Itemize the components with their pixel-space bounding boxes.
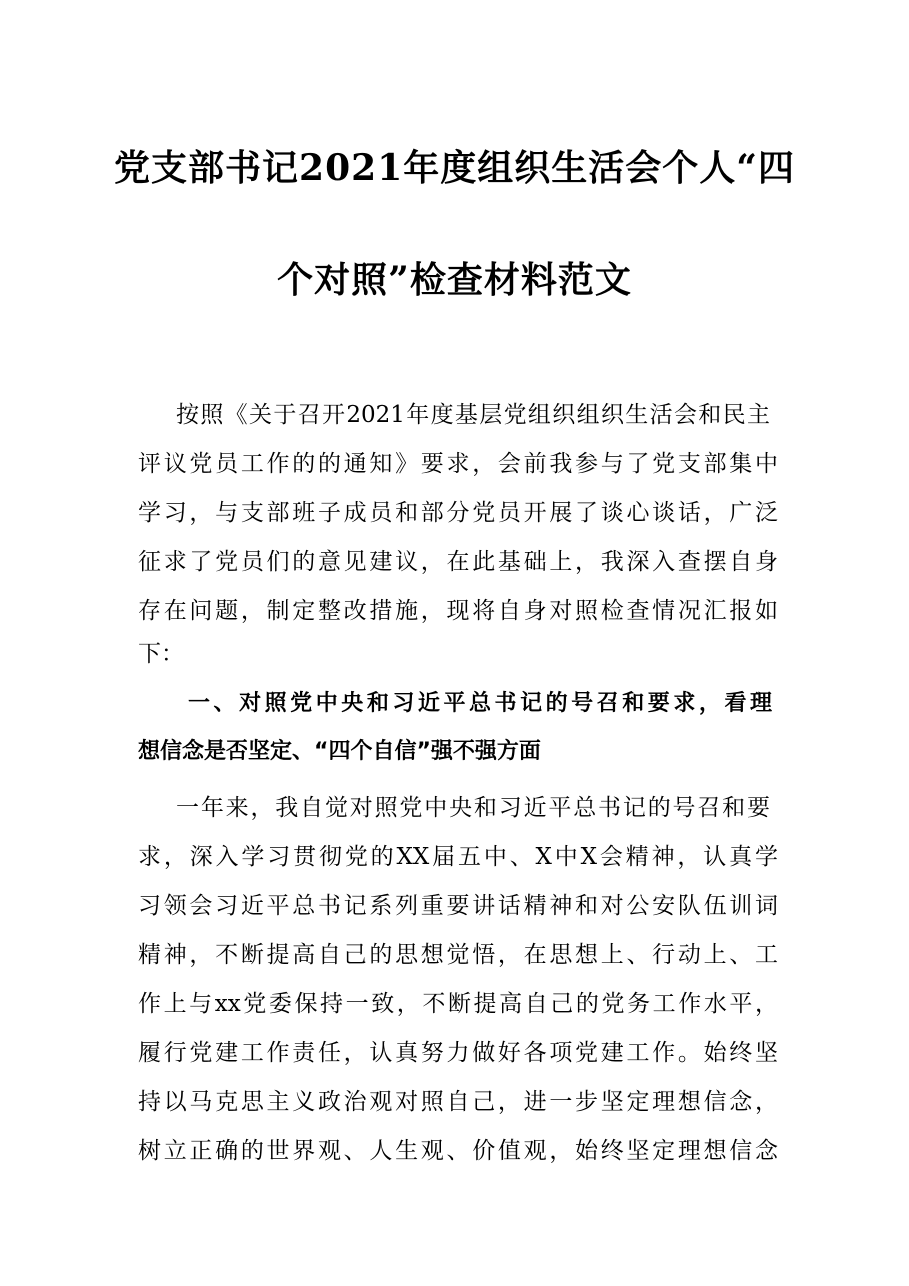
paragraph-2-line-8: 树立正确的世界观、人生观、价值观，始终坚定理想信念 bbox=[138, 1138, 778, 1164]
paragraph-2-line-1: 一年来，我自觉对照党中央和习近平总书记的号召和要 bbox=[176, 795, 770, 821]
document-title-line-2: 个对照”检查材料范文 bbox=[277, 259, 632, 301]
paragraph-2-line-7: 持以马克思主义政治观对照自己，进一步坚定理想信念， bbox=[138, 1089, 778, 1115]
section-heading-1-line-2: 想信念是否坚定、“四个自信”强不强方面 bbox=[138, 739, 541, 764]
paragraph-2-line-4: 精神，不断提高自己的思想觉悟，在思想上、行动上、工 bbox=[138, 942, 778, 968]
paragraph-1-line-3: 学习，与支部班子成员和部分党员开展了谈心谈话，广泛 bbox=[138, 500, 778, 526]
paragraph-1-line-6: 下： bbox=[138, 641, 184, 667]
paragraph-2-line-5: 作上与xx党委保持一致，不断提高自己的党务工作水平， bbox=[138, 991, 778, 1017]
paragraph-1-line-4: 征求了党员们的意见建议，在此基础上，我深入查摆自身 bbox=[138, 549, 778, 575]
paragraph-2-line-6: 履行党建工作责任，认真努力做好各项党建工作。始终坚 bbox=[138, 1040, 778, 1066]
section-heading-1-line-1: 一、对照党中央和习近平总书记的号召和要求，看理 bbox=[188, 691, 772, 716]
document-title-line-1: 党支部书记2021年度组织生活会个人“四 bbox=[114, 147, 795, 189]
paragraph-2-line-2: 求，深入学习贯彻党的XX届五中、X中X会精神，认真学 bbox=[138, 844, 778, 870]
paragraph-1-line-5: 存在问题，制定整改措施，现将自身对照检查情况汇报如 bbox=[138, 598, 778, 624]
paragraph-2-line-3: 习领会习近平总书记系列重要讲话精神和对公安队伍训词 bbox=[138, 893, 778, 919]
paragraph-1-line-2: 评议党员工作的的通知》要求，会前我参与了党支部集中 bbox=[138, 451, 778, 477]
paragraph-1-line-1: 按照《关于召开2021年度基层党组织组织生活会和民主 bbox=[176, 402, 770, 428]
